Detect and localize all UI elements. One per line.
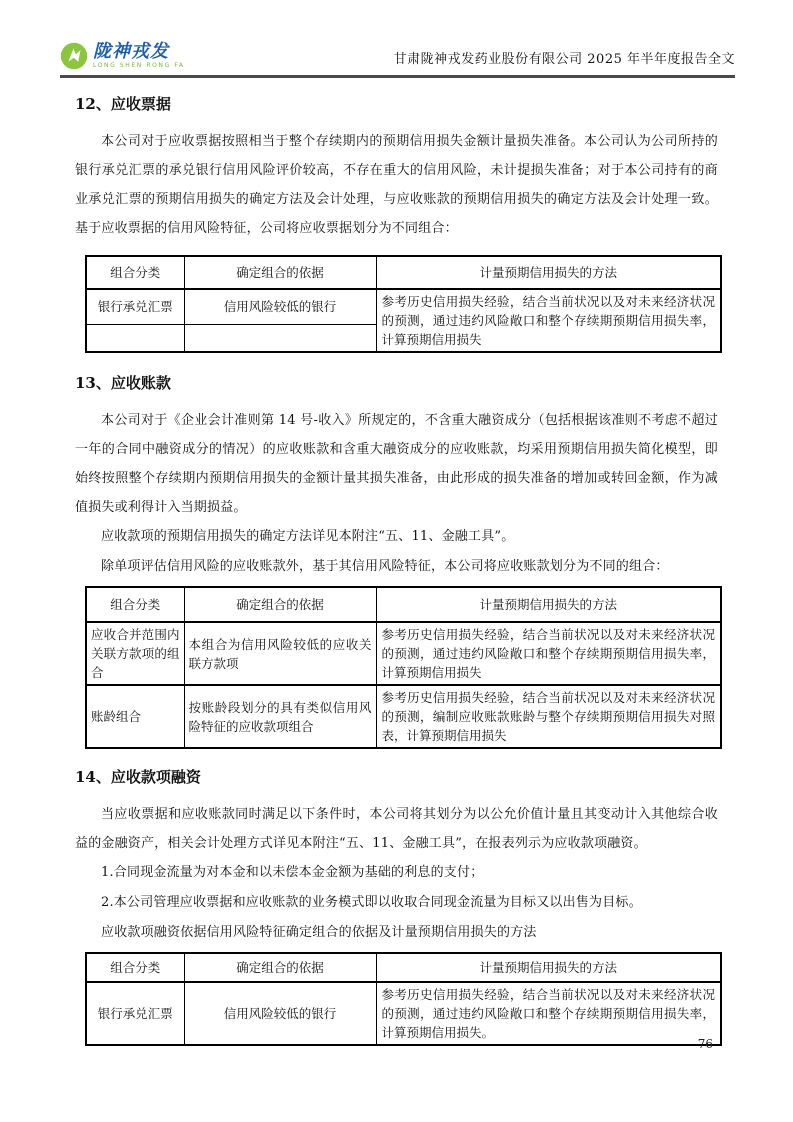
col-header-basis: 确定组合的依据: [184, 953, 376, 982]
section-13-paragraph: 本公司对于《企业会计准则第 14 号-收入》所规定的，不含重大融资成分（包括根据该准则不考虑不超过一年的合同中融资成分的情况）的应收账款和含重大融资成分的应收账款，均采用预期信用损失简化模型，即始终按照整个存续期内预期信用损失的金额计量其损失准备，由此形成的损失准备的增加或转回金额，作为减值损失或利得计入当期损益。: [75, 413, 718, 515]
section-13-note-reference: 应收款项的预期信用损失的确定方法详见本附注“五、11、金融工具”。: [101, 529, 515, 544]
table-header-row: [86, 256, 721, 289]
notes-receivable-table: [85, 255, 722, 353]
cell-method: 参考历史信用损失经验，结合当前状况以及对未来经济状况的预测，通过违约风险敞口和整个存续期预期信用损失率，计算预期信用损失。: [376, 982, 721, 1045]
section-13-grouping-intro: 除单项评估信用风险的应收账款外，基于其信用风险特征，本公司将应收账款划分为不同的组合：: [101, 559, 669, 574]
table-row: [86, 289, 721, 324]
col-header-basis: 确定组合的依据: [184, 256, 376, 289]
table-row: [86, 982, 721, 1045]
cell-method: 参考历史信用损失经验，结合当前状况以及对未来经济状况的预测，通过违约风险敞口和整个存续期预期信用损失率，计算预期信用损失: [376, 622, 721, 685]
col-header-portfolio: 组合分类: [86, 587, 184, 622]
accounts-receivable-table: [85, 586, 722, 749]
col-header-portfolio: 组合分类: [86, 256, 184, 289]
logo-cn-text: 陇神戎发: [93, 41, 169, 62]
cell-portfolio: 账龄组合: [86, 685, 184, 748]
table-row: [86, 622, 721, 685]
page-content: [75, 93, 718, 1046]
col-header-basis: 确定组合的依据: [184, 587, 376, 622]
section-13-heading: 13、应收账款: [75, 374, 171, 392]
cell-basis: 信用风险较低的银行: [184, 289, 376, 324]
col-header-method: 计量预期信用损失的方法: [376, 587, 721, 622]
empty-cell: [86, 324, 184, 352]
section-14-grouping-intro: 应收款项融资依据信用风险特征确定组合的依据及计量预期信用损失的方法: [101, 925, 537, 940]
cell-portfolio: 银行承兑汇票: [86, 982, 184, 1045]
cell-basis: 按账龄段划分的具有类似信用风险特征的应收款项组合: [184, 685, 376, 748]
cell-method: 参考历史信用损失经验，结合当前状况以及对未来经济状况的预测，通过违约风险敞口和整个存续期预期信用损失率，计算预期信用损失: [376, 289, 721, 352]
section-12-heading: 12、应收票据: [75, 95, 171, 113]
empty-cell: [184, 324, 376, 352]
logo-en-text: LONG SHEN RONG FA: [93, 62, 185, 69]
table-header-row: [86, 587, 721, 622]
section-14-condition-2: 2.本公司管理应收票据和应收账款的业务模式即以收取合同现金流量为目标又以出售为目标。: [101, 895, 642, 910]
company-logo: [60, 42, 185, 70]
section-14-heading: 14、应收款项融资: [75, 768, 201, 786]
section-14-condition-1: 1.合同现金流量为对本金和以未偿本金金额为基础的利息的支付；: [101, 865, 484, 880]
section-12-paragraph: 本公司对于应收票据按照相当于整个存续期内的预期信用损失金额计量损失准备。本公司认为公司所持的银行承兑汇票的承兑银行信用风险评价较高，不存在重大的信用风险，未计提损失准备；对于本公司持有的商业承兑汇票的预期信用损失的确定方法及会计处理，与应收账款的预期信用损失的确定方法及会计处理一致。基于应收票据的信用风险特征，公司将应收票据划分为不同组合：: [75, 134, 718, 236]
receivables-financing-table: [85, 952, 722, 1046]
document-title: 甘肃陇神戎发药业股份有限公司 2025 年半年度报告全文: [393, 52, 735, 67]
logo-leaf-icon: [60, 42, 88, 70]
section-14-paragraph: 当应收票据和应收账款同时满足以下条件时，本公司将其划分为以公允价值计量且其变动计入其他综合收益的金融资产，相关会计处理方式详见本附注“五、11、金融工具”，在报表列示为应收款项融资。: [75, 807, 718, 851]
logo-text: [93, 43, 185, 69]
table-row: [86, 685, 721, 748]
page-number: 76: [697, 1037, 713, 1051]
page-header: [60, 0, 735, 78]
cell-portfolio: 应收合并范围内关联方款项的组合: [86, 622, 184, 685]
col-header-method: 计量预期信用损失的方法: [376, 953, 721, 982]
cell-basis: 信用风险较低的银行: [184, 982, 376, 1045]
cell-method: 参考历史信用损失经验，结合当前状况以及对未来经济状况的预测，编制应收账款账龄与整个存续期预期信用损失对照表，计算预期信用损失: [376, 685, 721, 748]
cell-basis: 本组合为信用风险较低的应收关联方款项: [184, 622, 376, 685]
col-header-portfolio: 组合分类: [86, 953, 184, 982]
col-header-method: 计量预期信用损失的方法: [376, 256, 721, 289]
cell-portfolio: 银行承兑汇票: [86, 289, 184, 324]
table-header-row: [86, 953, 721, 982]
